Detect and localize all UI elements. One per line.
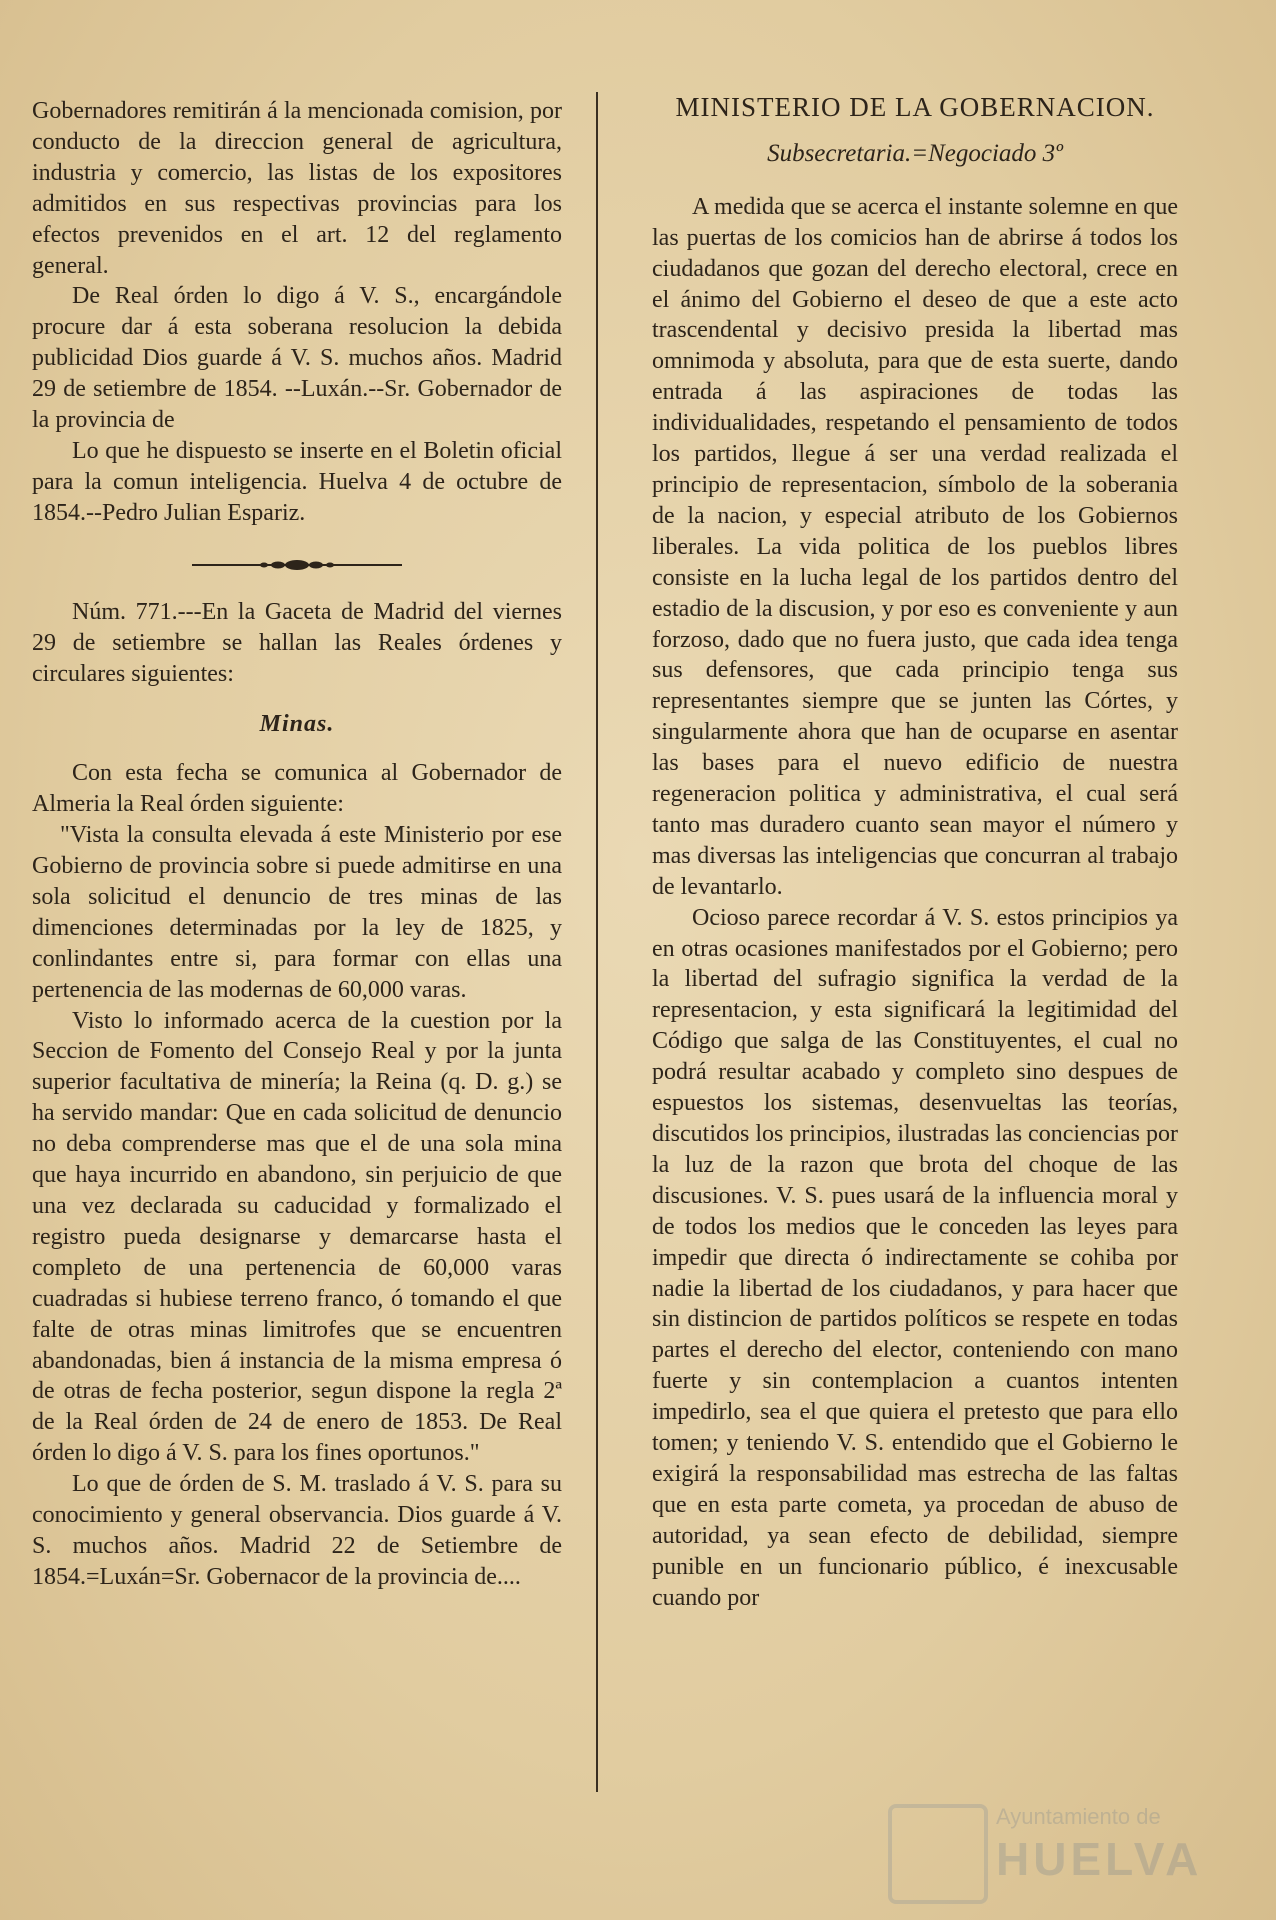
left-paragraph-6: "Vista la consulta elevada á este Ministerio por ese Gobierno de provincia sobre si puede admitirse en una sola solicitud el denuncio de tres minas de las dimenciones determinadas por la ley de 1825, y conlindantes entre si, para formar con ellas una pertenencia de las modernas de 60,000 varas. — [32, 822, 562, 1003]
left-paragraph-5: Con esta fecha se comunica al Gobernador de Almeria la Real órden siguiente: — [32, 760, 562, 818]
left-paragraph-7: Visto lo informado acerca de la cuestion por la Seccion de Fomento del Consejo Real y por la junta superior facultativa de minería; la Reina (q. D. g.) se ha servido mandar: Que en cada solicitud de denuncio no deba comprenderse mas que el de una sola mina que haya incurrido en abandono, sin perjuicio de que una vez declarada su caducidad y formalizado el registro pueda designarse y demarcarse hasta el completo de una pertenencia de 60,000 varas cuadradas si hubiese terreno franco, ó tomando el que falte de otras minas limitrofes que se encuentren abandonadas, bien á instancia de la misma empresa ó de otras de fecha posterior, segun dispone la regla 2ª de la Real órden de 24 de enero de 1853. De Real órden lo digo á V. S. para los fines oportunos." — [32, 1007, 562, 1467]
left-paragraph-3: Lo que he dispuesto se inserte en el Boletin oficial para la comun inteligencia. Huelva 4 de octubre de 1854.--Pedro Julian Espariz. — [32, 437, 562, 526]
sub-title: Subsecretaria.=Negociado 3º — [767, 139, 1063, 167]
watermark-seal-icon — [888, 1804, 988, 1904]
right-paragraph-2: Ocioso parece recordar á V. S. estos principios ya en otras ocasiones manifestados por el Gobierno; pero la libertad del sufragio significa la verdad de la representacion, y esta significará la legitimidad del Código que salga de las Constituyentes, el cual no podrá resultar acabado y completo sino despues de espuestos los sistemas, desenvueltas las teorías, discutidos los principios, ilustradas las conciencias por la luz de la razon que brota del choque de las discusiones. V. S. pues usará de la influencia moral y de todos los medios que le conceden las leyes para impedir que directa ó indirectamente se cohiba por nadie la libertad de los ciudadanos, y para hacer que sin distincion de partidos políticos se respete en todas partes el derecho del elector, conteniendo con mano fuerte y sin contemplacion a cuantos intenten impedirlo, sea el que quiera el pretesto que para ello tomen; y teniendo V. S. entendido que el Gobierno le exigirá la responsabilidad mas estrecha de las faltas que en esta parte cometa, ya procedan de abuso de autoridad, ya sean efecto de debilidad, siempre punible en un funcionario público, é inexcusable cuando por — [652, 904, 1178, 1611]
right-paragraph-1: A medida que se acerca el instante solemne en que las puertas de los comicios han de abrirse á todos los ciudadanos que gozan del derecho electoral, crece en el ánimo del Gobierno el deseo de que a este acto trascendental y decisivo presida la libertad mas omnimoda y absoluta, para que de esta suerte, dando entrada á las aspiraciones de todas las individualidades, respetando el pensamiento de todos los partidos, llegue á ser una verdad realizada el principio de representacion, símbolo de la soberania de la nacion, y especial atributo de los Gobiernos liberales. La vida politica de los pueblos libres consiste en la lucha legal de los partidos dentro del estadio de la discusion, y por eso es conveniente y aun forzoso, dado que no fuera justo, que cada idea tenga sus defensores, que cada principio tenga sus representantes siempre que se junten las Córtes, y singularmente ahora que han de ocuparse en asentar las bases para el nuevo edificio de nuestra regeneracion politica y administrativa, el cual será tanto mas duradero cuanto sean mayor el número y mas diversas las inteligencias que concurran al trabajo de levantarlo. — [652, 193, 1178, 900]
column-divider — [596, 92, 598, 1792]
left-column — [32, 96, 562, 1593]
right-column — [652, 92, 1178, 1614]
watermark — [888, 1800, 1228, 1900]
watermark-line-2: HUELVA — [996, 1833, 1203, 1885]
left-paragraph-1: Gobernadores remitirán á la mencionada comision, por conducto de la direccion general de agricultura, industria y comercio, las listas de los expositores admitidos en sus respectivas provincias para los efectos prevenidos en el art. 12 del reglamento general. — [32, 98, 562, 279]
left-paragraph-2: De Real órden lo digo á V. S., encargándole procure dar á esta soberana resolucion la debida publicidad Dios guarde á V. S. muchos años. Madrid 29 de setiembre de 1854. --Luxán.--Sr. Gobernador de la provincia de — [32, 283, 562, 434]
left-paragraph-8: Lo que de órden de S. M. traslado á V. S. para su conocimiento y general observancia. Dios guarde á V. S. muchos años. Madrid 22 de Setiembre de 1854.=Luxán=Sr. Gobernacor de la provincia de.... — [32, 1471, 562, 1590]
ornament-divider — [192, 559, 402, 571]
watermark-line-1: Ayuntamiento de — [996, 1804, 1161, 1829]
ministry-title: MINISTERIO DE LA GOBERNACION. — [675, 92, 1155, 122]
left-paragraph-4: Núm. 771.---En la Gaceta de Madrid del viernes 29 de setiembre se hallan las Reales órdenes y circulares siguientes: — [32, 598, 562, 687]
section-title-minas: Minas. — [259, 711, 335, 738]
